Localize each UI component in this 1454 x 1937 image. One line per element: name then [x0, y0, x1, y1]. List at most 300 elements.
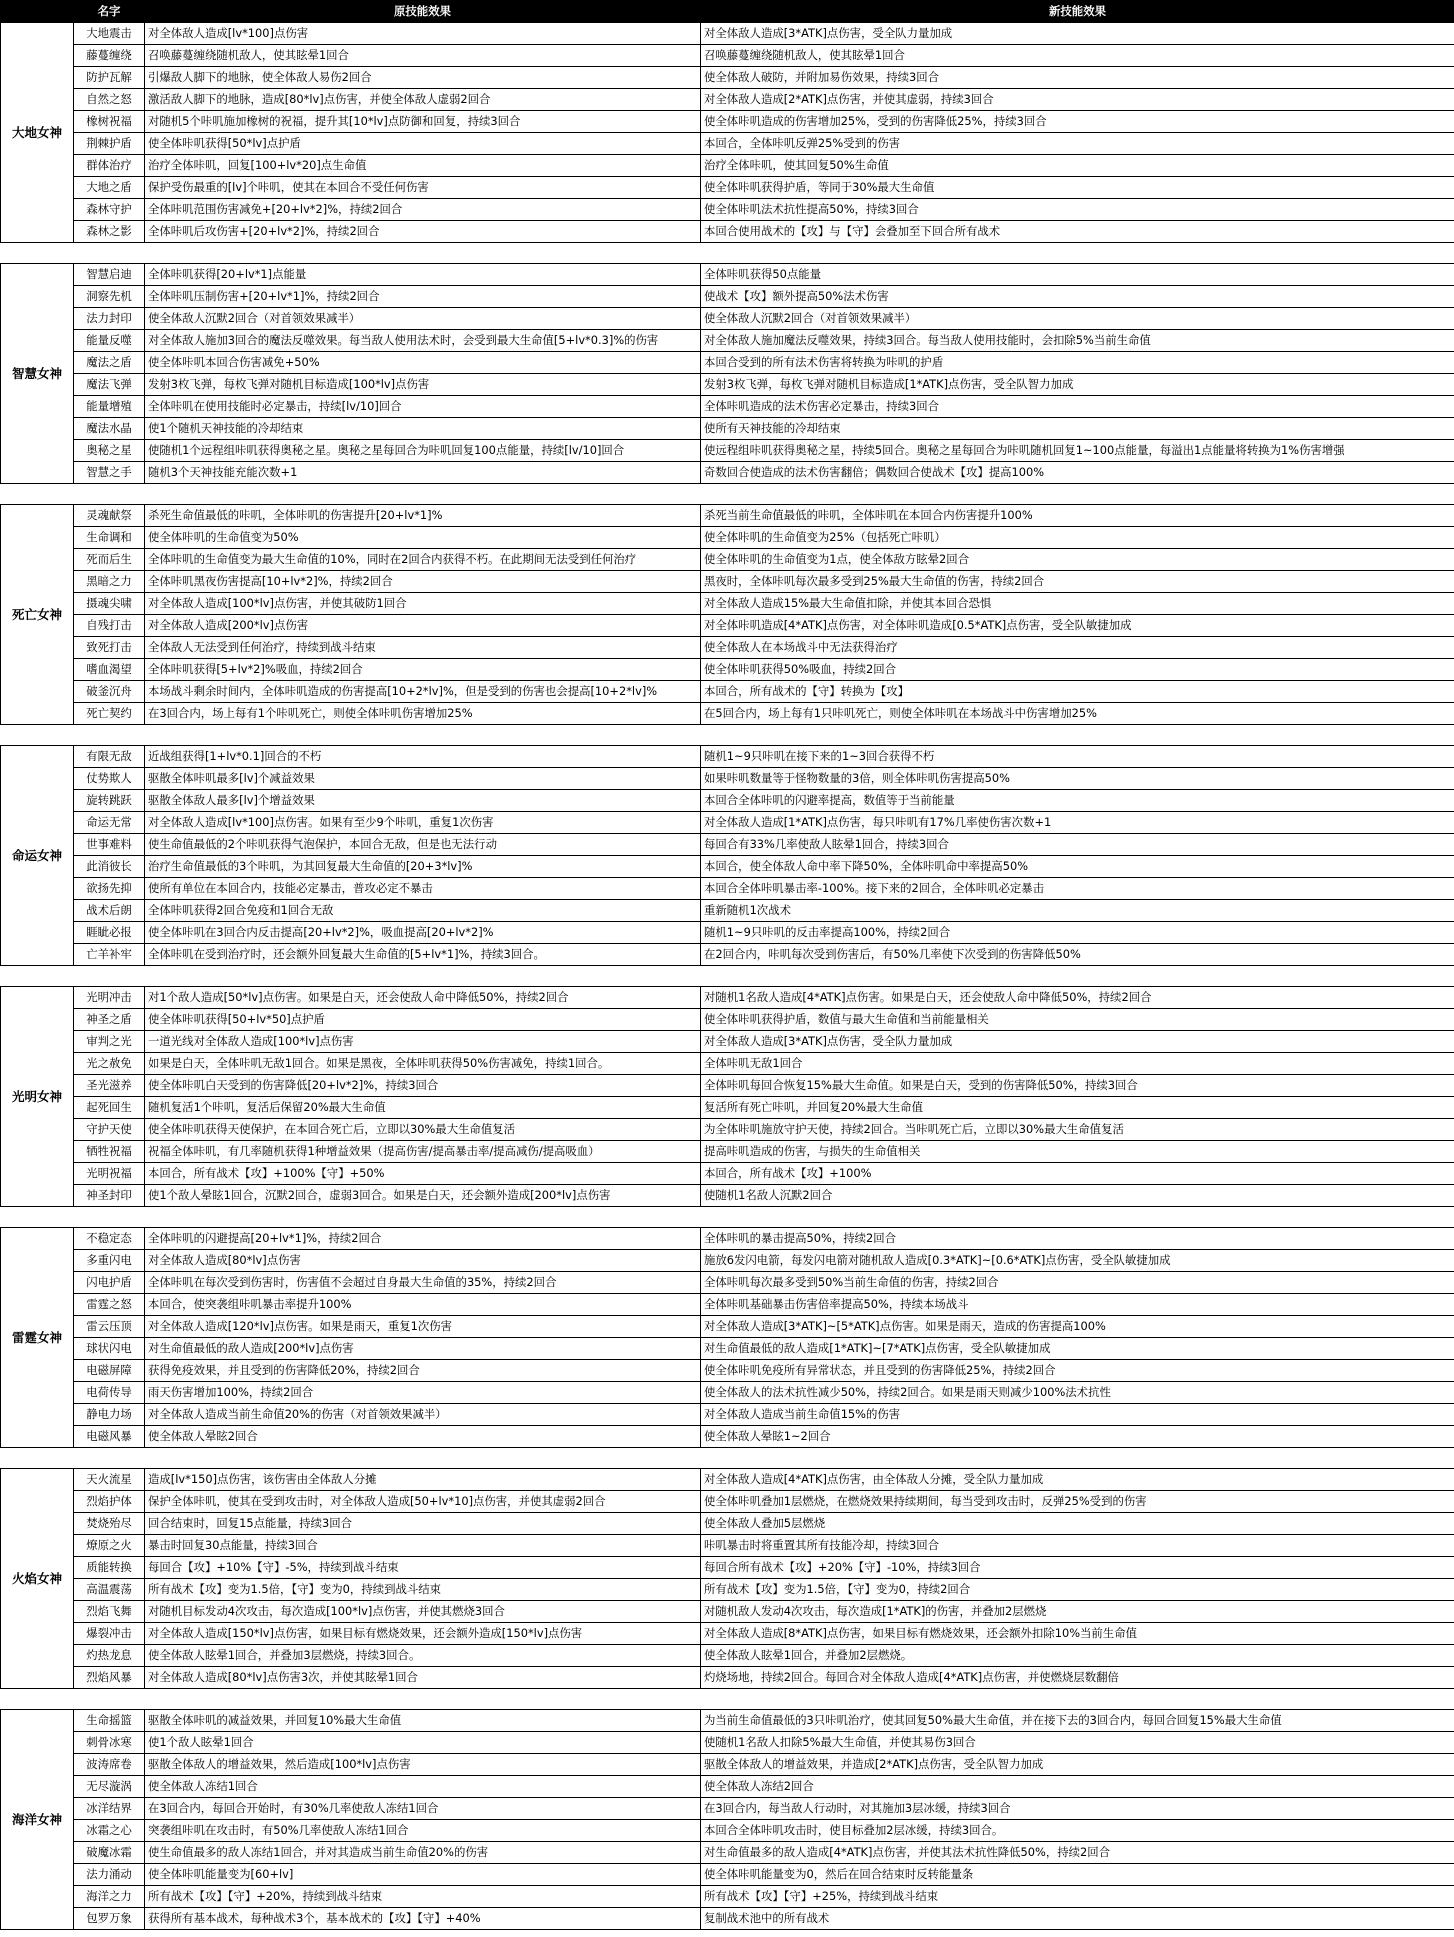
old-effect: 使1个敌人晕眩1回合，沉默2回合，虚弱3回合。如果是白天，还会额外造成[200*lv]点伤害 — [145, 1185, 701, 1207]
skill-name: 包罗万象 — [74, 1908, 145, 1930]
skill-name: 法力封印 — [74, 308, 145, 330]
skill-name: 魔法之盾 — [74, 352, 145, 374]
skill-row — [1, 549, 1454, 571]
skill-row — [1, 133, 1454, 155]
god-name: 光明女神 — [1, 987, 74, 1207]
header-new-effect: 新技能效果 — [701, 1, 1454, 23]
old-effect: 随机3个天神技能充能次数+1 — [145, 462, 701, 484]
skill-row — [1, 374, 1454, 396]
skill-name: 光明祝福 — [74, 1163, 145, 1185]
old-effect: 对全体敌人造成[lv*100]点伤害 — [145, 23, 701, 45]
skill-name: 森林之影 — [74, 221, 145, 243]
skill-row — [1, 987, 1454, 1009]
new-effect: 杀死当前生命值最低的咔叽，全体咔叽在本回合内伤害提升100% — [701, 505, 1454, 527]
god-name: 智慧女神 — [1, 264, 74, 484]
new-effect: 重新随机1次战术 — [701, 900, 1454, 922]
new-effect: 对生命值最低的敌人造成[1*ATK]~[7*ATK]点伤害，受全队敏捷加成 — [701, 1338, 1454, 1360]
new-effect: 在5回合内，场上每有1只咔叽死亡，则使全体咔叽在本场战斗中伤害增加25% — [701, 703, 1454, 725]
skill-row — [1, 1667, 1454, 1689]
skill-name: 牺牲祝福 — [74, 1141, 145, 1163]
skill-row — [1, 681, 1454, 703]
skill-row — [1, 1272, 1454, 1294]
section-spacer — [1, 484, 1454, 505]
new-effect: 每回合所有战术【攻】+20%【守】-10%，持续3回合 — [701, 1557, 1454, 1579]
new-effect: 使全体敌人晕眩1~2回合 — [701, 1426, 1454, 1448]
skill-name: 藤蔓缠绕 — [74, 45, 145, 67]
new-effect: 使远程组咔叽获得奥秘之星，持续5回合。奥秘之星每回合为咔叽随机回复1~100点能量，每溢出1点能量将转换为1%伤害增强 — [701, 440, 1454, 462]
skill-row — [1, 45, 1454, 67]
new-effect: 使全体咔叽免疫所有异常状态，并且受到的伤害降低25%，持续2回合 — [701, 1360, 1454, 1382]
old-effect: 使全体敌人晕眩2回合 — [145, 1426, 701, 1448]
skill-row — [1, 1579, 1454, 1601]
new-effect: 所有战术【攻】变为1.5倍，【守】变为0，持续2回合 — [701, 1579, 1454, 1601]
old-effect: 对全体敌人造成[150*lv]点伤害，如果目标有燃烧效果，还会额外造成[150*lv]点伤害 — [145, 1623, 701, 1645]
old-effect: 引爆敌人脚下的地脉，使全体敌人易伤2回合 — [145, 67, 701, 89]
skill-name: 电磁风暴 — [74, 1426, 145, 1448]
new-effect: 使随机1名敌人沉默2回合 — [701, 1185, 1454, 1207]
old-effect: 全体咔叽黑夜伤害提高[10+lv*2]%，持续2回合 — [145, 571, 701, 593]
skill-row — [1, 264, 1454, 286]
skill-name: 神圣封印 — [74, 1185, 145, 1207]
old-effect: 全体咔叽在受到治疗时，还会额外回复最大生命值的[5+lv*1]%，持续3回合。 — [145, 944, 701, 966]
skill-row — [1, 1228, 1454, 1250]
new-effect: 本回合，所有战术的【守】转换为【攻】 — [701, 681, 1454, 703]
old-effect: 所有战术【攻】【守】+20%，持续到战斗结束 — [145, 1886, 701, 1908]
skill-name: 光之赦免 — [74, 1053, 145, 1075]
new-effect: 使全体敌人叠加5层燃烧 — [701, 1513, 1454, 1535]
skill-row — [1, 527, 1454, 549]
spacer-cell — [1, 1689, 1454, 1710]
skill-row — [1, 615, 1454, 637]
skill-name: 命运无常 — [74, 812, 145, 834]
new-effect: 使全体咔叽获得50%吸血，持续2回合 — [701, 659, 1454, 681]
section-spacer — [1, 1207, 1454, 1228]
skill-row — [1, 89, 1454, 111]
new-effect: 施放6发闪电箭，每发闪电箭对随机敌人造成[0.3*ATK]~[0.6*ATK]点伤害，受全队敏捷加成 — [701, 1250, 1454, 1272]
skill-row — [1, 878, 1454, 900]
skill-name: 荆棘护盾 — [74, 133, 145, 155]
old-effect: 使所有单位在本回合内，技能必定暴击，普攻必定不暴击 — [145, 878, 701, 900]
skill-name: 审判之光 — [74, 1031, 145, 1053]
new-effect: 驱散全体敌人的增益效果，并造成[2*ATK]点伤害，受全队智力加成 — [701, 1754, 1454, 1776]
old-effect: 使生命值最低的2个咔叽获得气泡保护，本回合无敌，但是也无法行动 — [145, 834, 701, 856]
new-effect: 全体咔叽造成的法术伤害必定暴击，持续3回合 — [701, 396, 1454, 418]
new-effect: 全体咔叽的暴击提高50%，持续2回合 — [701, 1228, 1454, 1250]
new-effect: 使随机1名敌人扣除5%最大生命值，并使其易伤3回合 — [701, 1732, 1454, 1754]
skill-name: 摄魂尖啸 — [74, 593, 145, 615]
skill-name: 能量增殖 — [74, 396, 145, 418]
new-effect: 本回合，全体咔叽反弹25%受到的伤害 — [701, 133, 1454, 155]
skill-row — [1, 922, 1454, 944]
new-effect: 在3回合内，每当敌人行动时，对其施加3层冰缓，持续3回合 — [701, 1798, 1454, 1820]
old-effect: 全体咔叽获得[20+lv*1]点能量 — [145, 264, 701, 286]
skill-row — [1, 1842, 1454, 1864]
old-effect: 全体咔叽的闪避提高[20+lv*1]%，持续2回合 — [145, 1228, 701, 1250]
skill-name: 橡树祝福 — [74, 111, 145, 133]
new-effect: 使全体敌人眩晕1回合，并叠加2层燃烧。 — [701, 1645, 1454, 1667]
skill-name: 烈焰风暴 — [74, 1667, 145, 1689]
new-effect: 使全体敌人破防，并附加易伤效果，持续3回合 — [701, 67, 1454, 89]
skill-row — [1, 155, 1454, 177]
new-effect: 使所有天神技能的冷却结束 — [701, 418, 1454, 440]
old-effect: 使1个敌人眩晕1回合 — [145, 1732, 701, 1754]
skill-row — [1, 1338, 1454, 1360]
new-effect: 对全体敌人施加魔法反噬效果，持续3回合。每当敌人使用技能时，会扣除5%当前生命值 — [701, 330, 1454, 352]
section-spacer — [1, 725, 1454, 746]
god-name: 大地女神 — [1, 23, 74, 243]
skill-name: 灼热龙息 — [74, 1645, 145, 1667]
new-effect: 每回合有33%几率使敌人眩晕1回合，持续3回合 — [701, 834, 1454, 856]
skill-row — [1, 352, 1454, 374]
skill-row — [1, 1732, 1454, 1754]
old-effect: 全体咔叽获得2回合免疫和1回合无敌 — [145, 900, 701, 922]
new-effect: 全体咔叽无敌1回合 — [701, 1053, 1454, 1075]
old-effect: 全体咔叽后攻伤害+[20+lv*2]%，持续2回合 — [145, 221, 701, 243]
skill-name: 魔法水晶 — [74, 418, 145, 440]
skill-name: 死亡契约 — [74, 703, 145, 725]
god-name: 雷霆女神 — [1, 1228, 74, 1448]
new-effect: 为当前生命值最低的3只咔叽治疗，使其回复50%最大生命值，并在接下去的3回合内，每回合回复15%最大生命值 — [701, 1710, 1454, 1732]
old-effect: 使生命值最多的敌人冻结1回合，并对其造成当前生命值20%的伤害 — [145, 1842, 701, 1864]
new-effect: 本回合，使全体敌人命中率下降50%，全体咔叽命中率提高50% — [701, 856, 1454, 878]
skill-row — [1, 462, 1454, 484]
old-effect: 使全体咔叽获得天使保护，在本回合死亡后，立即以30%最大生命值复活 — [145, 1119, 701, 1141]
skill-name: 智慧启迪 — [74, 264, 145, 286]
skill-name: 焚烧殆尽 — [74, 1513, 145, 1535]
new-effect: 提高咔叽造成的伤害，与损失的生命值相关 — [701, 1141, 1454, 1163]
skill-name: 波涛席卷 — [74, 1754, 145, 1776]
old-effect: 驱散全体敌人最多[lv]个增益效果 — [145, 790, 701, 812]
spacer-cell — [1, 243, 1454, 264]
skill-row — [1, 1382, 1454, 1404]
old-effect: 在3回合内，场上每有1个咔叽死亡，则使全体咔叽伤害增加25% — [145, 703, 701, 725]
old-effect: 激活敌人脚下的地脉，造成[80*lv]点伤害，并使全体敌人虚弱2回合 — [145, 89, 701, 111]
skill-name: 大地之盾 — [74, 177, 145, 199]
skill-name: 自残打击 — [74, 615, 145, 637]
god-name: 火焰女神 — [1, 1469, 74, 1689]
skill-row — [1, 396, 1454, 418]
new-effect: 奇数回合使造成的法术伤害翻倍；偶数回合使战术【攻】提高100% — [701, 462, 1454, 484]
old-effect: 对1个敌人造成[50*lv]点伤害。如果是白天，还会使敌人命中降低50%，持续2回合 — [145, 987, 701, 1009]
old-effect: 全体咔叽在每次受到伤害时，伤害值不会超过自身最大生命值的35%，持续2回合 — [145, 1272, 701, 1294]
new-effect: 使全体敌人沉默2回合（对首领效果减半） — [701, 308, 1454, 330]
new-effect: 全体咔叽每次最多受到50%当前生命值的伤害，持续2回合 — [701, 1272, 1454, 1294]
new-effect: 使战术【攻】额外提高50%法术伤害 — [701, 286, 1454, 308]
new-effect: 如果咔叽数量等于怪物数量的3倍，则全体咔叽伤害提高50% — [701, 768, 1454, 790]
skill-row — [1, 637, 1454, 659]
skill-name: 爆裂冲击 — [74, 1623, 145, 1645]
old-effect: 全体咔叽范围伤害减免+[20+lv*2]%，持续2回合 — [145, 199, 701, 221]
skill-name: 欲扬先抑 — [74, 878, 145, 900]
old-effect: 使全体咔叽获得[50*lv]点护盾 — [145, 133, 701, 155]
skill-name: 光明冲击 — [74, 987, 145, 1009]
skill-name: 智慧之手 — [74, 462, 145, 484]
new-effect: 使全体敌人冻结2回合 — [701, 1776, 1454, 1798]
skill-row — [1, 1031, 1454, 1053]
skill-row — [1, 67, 1454, 89]
old-effect: 突袭组咔叽在攻击时，有50%几率使敌人冻结1回合 — [145, 1820, 701, 1842]
skill-row — [1, 111, 1454, 133]
skill-row — [1, 1623, 1454, 1645]
skill-row — [1, 1535, 1454, 1557]
skill-name: 灵魂献祭 — [74, 505, 145, 527]
skill-name: 生命调和 — [74, 527, 145, 549]
new-effect: 本回合使用战术的【攻】与【守】会叠加至下回合所有战术 — [701, 221, 1454, 243]
skill-row — [1, 703, 1454, 725]
old-effect: 祝福全体咔叽，有几率随机获得1种增益效果（提高伤害/提高暴击率/提高减伤/提高吸血） — [145, 1141, 701, 1163]
new-effect: 使全体咔叽造成的伤害增加25%，受到的伤害降低25%，持续3回合 — [701, 111, 1454, 133]
new-effect: 使全体咔叽获得护盾，等同于30%最大生命值 — [701, 177, 1454, 199]
old-effect: 每回合【攻】+10%【守】-5%，持续到战斗结束 — [145, 1557, 701, 1579]
new-effect: 治疗全体咔叽，使其回复50%生命值 — [701, 155, 1454, 177]
skill-name: 此消彼长 — [74, 856, 145, 878]
new-effect: 对随机敌人发动4次攻击，每次造成[1*ATK]的伤害，并叠加2层燃烧 — [701, 1601, 1454, 1623]
old-effect: 保护受伤最重的[lv]个咔叽，使其在本回合不受任何伤害 — [145, 177, 701, 199]
new-effect: 使全体咔叽的生命值变为1点，使全体敌方眩晕2回合 — [701, 549, 1454, 571]
skill-name: 刺骨冰寒 — [74, 1732, 145, 1754]
skill-name: 天火流星 — [74, 1469, 145, 1491]
new-effect: 复制战术池中的所有战术 — [701, 1908, 1454, 1930]
skill-name: 致死打击 — [74, 637, 145, 659]
skill-name: 旋转跳跃 — [74, 790, 145, 812]
old-effect: 对随机目标发动4次攻击，每次造成[100*lv]点伤害，并使其燃烧3回合 — [145, 1601, 701, 1623]
old-effect: 使随机1个远程组咔叽获得奥秘之星。奥秘之星每回合为咔叽回复100点能量，持续[lv/10]回合 — [145, 440, 701, 462]
skill-row — [1, 1075, 1454, 1097]
new-effect: 复活所有死亡咔叽，并回复20%最大生命值 — [701, 1097, 1454, 1119]
skill-row — [1, 659, 1454, 681]
skill-row — [1, 790, 1454, 812]
new-effect: 全体咔叽基础暴击伤害倍率提高50%，持续本场战斗 — [701, 1294, 1454, 1316]
new-effect: 随机1~9只咔叽的反击率提高100%，持续2回合 — [701, 922, 1454, 944]
skill-row — [1, 308, 1454, 330]
skill-name: 死而后生 — [74, 549, 145, 571]
skill-name: 能量反噬 — [74, 330, 145, 352]
old-effect: 雨天伤害增加100%，持续2回合 — [145, 1382, 701, 1404]
skill-name: 神圣之盾 — [74, 1009, 145, 1031]
skill-row — [1, 768, 1454, 790]
skill-name: 仗势欺人 — [74, 768, 145, 790]
new-effect: 咔叽暴击时将重置其所有技能冷却，持续3回合 — [701, 1535, 1454, 1557]
old-effect: 对全体敌人造成[120*lv]点伤害。如果是雨天，重复1次伤害 — [145, 1316, 701, 1338]
skill-name: 大地震击 — [74, 23, 145, 45]
new-effect: 使全体咔叽能量变为0，然后在回合结束时反转能量条 — [701, 1864, 1454, 1886]
skill-row — [1, 1886, 1454, 1908]
old-effect: 对全体敌人施加3回合的魔法反噬效果。每当敌人使用法术时，会受到最大生命值[5+lv*0.3]%的伤害 — [145, 330, 701, 352]
skill-row — [1, 177, 1454, 199]
skill-row — [1, 221, 1454, 243]
skill-name: 燎原之火 — [74, 1535, 145, 1557]
skill-name: 破魔冰霜 — [74, 1842, 145, 1864]
skill-name: 守护天使 — [74, 1119, 145, 1141]
skill-row — [1, 1798, 1454, 1820]
skill-row — [1, 1557, 1454, 1579]
skill-name: 亡羊补牢 — [74, 944, 145, 966]
new-effect: 对全体敌人造成当前生命值15%的伤害 — [701, 1404, 1454, 1426]
old-effect: 全体敌人无法受到任何治疗，持续到战斗结束 — [145, 637, 701, 659]
skill-row — [1, 1426, 1454, 1448]
skill-row — [1, 1097, 1454, 1119]
old-effect: 使全体咔叽本回合伤害减免+50% — [145, 352, 701, 374]
old-effect: 暴击时回复30点能量，持续3回合 — [145, 1535, 701, 1557]
skill-name: 雷霆之怒 — [74, 1294, 145, 1316]
new-effect: 使全体咔叽获得护盾，数值与最大生命值和当前能量相关 — [701, 1009, 1454, 1031]
old-effect: 使全体咔叽能量变为[60+lv] — [145, 1864, 701, 1886]
skill-name: 闪电护盾 — [74, 1272, 145, 1294]
skill-name: 自然之怒 — [74, 89, 145, 111]
old-effect: 获得所有基本战术，每种战术3个，基本战术的【攻】【守】+40% — [145, 1908, 701, 1930]
old-effect: 全体咔叽的生命值变为最大生命值的10%，同时在2回合内获得不朽。在此期间无法受到任何治疗 — [145, 549, 701, 571]
new-effect: 发射3枚飞弹，每枚飞弹对随机目标造成[1*ATK]点伤害，受全队智力加成 — [701, 374, 1454, 396]
old-effect: 随机复活1个咔叽，复活后保留20%最大生命值 — [145, 1097, 701, 1119]
skill-row — [1, 1491, 1454, 1513]
skill-row — [1, 1316, 1454, 1338]
header-name: 名字 — [74, 1, 145, 23]
skill-name: 雷云压顶 — [74, 1316, 145, 1338]
skill-name: 电磁屏障 — [74, 1360, 145, 1382]
new-effect: 对全体敌人造成[4*ATK]点伤害，由全体敌人分摊，受全队力量加成 — [701, 1469, 1454, 1491]
new-effect: 对全体敌人造成[3*ATK]点伤害，受全队力量加成 — [701, 1031, 1454, 1053]
skill-row — [1, 418, 1454, 440]
section-spacer — [1, 1448, 1454, 1469]
skill-row — [1, 746, 1454, 768]
spacer-cell — [1, 966, 1454, 987]
skill-row — [1, 1119, 1454, 1141]
skill-row — [1, 1163, 1454, 1185]
old-effect: 使1个随机天神技能的冷却结束 — [145, 418, 701, 440]
new-effect: 对全体敌人造成[2*ATK]点伤害，并使其虚弱，持续3回合 — [701, 89, 1454, 111]
skill-name: 破釜沉舟 — [74, 681, 145, 703]
skill-name: 起死回生 — [74, 1097, 145, 1119]
skill-row — [1, 1601, 1454, 1623]
old-effect: 回合结束时，回复15点能量，持续3回合 — [145, 1513, 701, 1535]
old-effect: 造成[lv*150]点伤害，该伤害由全体敌人分摊 — [145, 1469, 701, 1491]
old-effect: 使全体咔叽在3回合内反击提高[20+lv*2]%，吸血提高[20+lv*2]% — [145, 922, 701, 944]
skill-row — [1, 1141, 1454, 1163]
new-effect: 本回合受到的所有法术伤害将转换为咔叽的护盾 — [701, 352, 1454, 374]
god-name: 命运女神 — [1, 746, 74, 966]
skill-name: 不稳定态 — [74, 1228, 145, 1250]
spacer-cell — [1, 1448, 1454, 1469]
new-effect: 对全体敌人造成[3*ATK]~[5*ATK]点伤害。如果是雨天，造成的伤害提高100% — [701, 1316, 1454, 1338]
skill-name: 圣光滋养 — [74, 1075, 145, 1097]
old-effect: 驱散全体咔叽最多[lv]个减益效果 — [145, 768, 701, 790]
skill-name: 烈焰飞舞 — [74, 1601, 145, 1623]
new-effect: 使全体敌人在本场战斗中无法获得治疗 — [701, 637, 1454, 659]
old-effect: 发射3枚飞弹，每枚飞弹对随机目标造成[100*lv]点伤害 — [145, 374, 701, 396]
new-effect: 所有战术【攻】【守】+25%，持续到战斗结束 — [701, 1886, 1454, 1908]
old-effect: 使全体咔叽的生命值变为50% — [145, 527, 701, 549]
old-effect: 使全体敌人沉默2回合（对首领效果减半） — [145, 308, 701, 330]
old-effect: 驱散全体敌人的增益效果，然后造成[100*lv]点伤害 — [145, 1754, 701, 1776]
skill-name: 世事难料 — [74, 834, 145, 856]
new-effect: 使全体咔叽法术抗性提高50%，持续3回合 — [701, 199, 1454, 221]
old-effect: 对生命值最低的敌人造成[200*lv]点伤害 — [145, 1338, 701, 1360]
old-effect: 对全体敌人造成当前生命值20%的伤害（对首领效果减半） — [145, 1404, 701, 1426]
new-effect: 全体咔叽每回合恢复15%最大生命值。如果是白天，受到的伤害降低50%，持续3回合 — [701, 1075, 1454, 1097]
skill-name: 电荷传导 — [74, 1382, 145, 1404]
new-effect: 黑夜时，全体咔叽每次最多受到25%最大生命值的伤害，持续2回合 — [701, 571, 1454, 593]
old-effect: 获得免疫效果，并且受到的伤害降低20%，持续2回合 — [145, 1360, 701, 1382]
skill-name: 静电力场 — [74, 1404, 145, 1426]
old-effect: 使全体咔叽获得[50+lv*50]点护盾 — [145, 1009, 701, 1031]
old-effect: 本回合，使突袭组咔叽暴击率提升100% — [145, 1294, 701, 1316]
skill-name: 海洋之力 — [74, 1886, 145, 1908]
skill-name: 多重闪电 — [74, 1250, 145, 1272]
skill-name: 冰霜之心 — [74, 1820, 145, 1842]
skill-row — [1, 900, 1454, 922]
skill-name: 有限无敌 — [74, 746, 145, 768]
new-effect: 本回合全体咔叽暴击率-100%。接下来的2回合，全体咔叽必定暴击 — [701, 878, 1454, 900]
skill-name: 森林守护 — [74, 199, 145, 221]
spacer-cell — [1, 1207, 1454, 1228]
old-effect: 所有战术【攻】变为1.5倍，【守】变为0，持续到战斗结束 — [145, 1579, 701, 1601]
skill-row — [1, 23, 1454, 45]
old-effect: 杀死生命值最低的咔叽，全体咔叽的伤害提升[20+lv*1]% — [145, 505, 701, 527]
spacer-cell — [1, 725, 1454, 746]
skill-row — [1, 856, 1454, 878]
old-effect: 保护全体咔叽，使其在受到攻击时，对全体敌人造成[50+lv*10]点伤害，并使其虚弱2回合 — [145, 1491, 701, 1513]
new-effect: 本回合，所有战术【攻】+100% — [701, 1163, 1454, 1185]
skill-row — [1, 1908, 1454, 1930]
old-effect: 全体咔叽获得[5+lv*2]%吸血，持续2回合 — [145, 659, 701, 681]
section-spacer — [1, 243, 1454, 264]
old-effect: 对全体敌人造成[lv*100]点伤害。如果有至少9个咔叽，重复1次伤害 — [145, 812, 701, 834]
new-effect: 使全体咔叽的生命值变为25%（包括死亡咔叽） — [701, 527, 1454, 549]
old-effect: 对全体敌人造成[80*lv]点伤害 — [145, 1250, 701, 1272]
header-old-effect: 原技能效果 — [145, 1, 701, 23]
skill-name: 法力涌动 — [74, 1864, 145, 1886]
old-effect: 对全体敌人造成[200*lv]点伤害 — [145, 615, 701, 637]
skill-row — [1, 330, 1454, 352]
skill-row — [1, 1053, 1454, 1075]
new-effect: 对全体敌人造成[1*ATK]点伤害，每只咔叽有17%几率使伤害次数+1 — [701, 812, 1454, 834]
skill-row — [1, 1776, 1454, 1798]
skill-name: 球状闪电 — [74, 1338, 145, 1360]
new-effect: 对全体敌人造成[8*ATK]点伤害，如果目标有燃烧效果，还会额外扣除10%当前生命值 — [701, 1623, 1454, 1645]
old-effect: 全体咔叽在使用技能时必定暴击，持续[lv/10]回合 — [145, 396, 701, 418]
old-effect: 治疗全体咔叽，回复[100+lv*20]点生命值 — [145, 155, 701, 177]
skill-name: 群体治疗 — [74, 155, 145, 177]
new-effect: 使全体敌人的法术抗性减少50%，持续2回合。如果是雨天则减少100%法术抗性 — [701, 1382, 1454, 1404]
spacer-cell — [1, 484, 1454, 505]
skill-row — [1, 812, 1454, 834]
skill-row — [1, 1009, 1454, 1031]
skill-row — [1, 944, 1454, 966]
old-effect: 在3回合内，每回合开始时，有30%几率使敌人冻结1回合 — [145, 1798, 701, 1820]
old-effect: 一道光线对全体敌人造成[100*lv]点伤害 — [145, 1031, 701, 1053]
skill-row — [1, 1513, 1454, 1535]
old-effect: 召唤藤蔓缠绕随机敌人，使其眩晕1回合 — [145, 45, 701, 67]
skill-row — [1, 571, 1454, 593]
skill-name: 无尽漩涡 — [74, 1776, 145, 1798]
new-effect: 在2回合内，咔叽每次受到伤害后，有50%几率使下次受到的伤害降低50% — [701, 944, 1454, 966]
new-effect: 使全体咔叽叠加1层燃烧，在燃烧效果持续期间，每当受到攻击时，反弹25%受到的伤害 — [701, 1491, 1454, 1513]
skill-row — [1, 1294, 1454, 1316]
new-effect: 对全体咔叽造成[4*ATK]点伤害，对全体咔叽造成[0.5*ATK]点伤害，受全队敏捷加成 — [701, 615, 1454, 637]
skill-name: 烈焰护体 — [74, 1491, 145, 1513]
old-effect: 近战组获得[1+lv*0.1]回合的不朽 — [145, 746, 701, 768]
skill-name: 魔法飞弹 — [74, 374, 145, 396]
skill-row — [1, 1754, 1454, 1776]
skill-row — [1, 1864, 1454, 1886]
old-effect: 驱散全体咔叽的减益效果，并回复10%最大生命值 — [145, 1710, 701, 1732]
header-row — [1, 1, 1454, 23]
god-name: 死亡女神 — [1, 505, 74, 725]
skill-name: 防护瓦解 — [74, 67, 145, 89]
skill-row — [1, 1404, 1454, 1426]
skill-row — [1, 593, 1454, 615]
skill-row — [1, 199, 1454, 221]
